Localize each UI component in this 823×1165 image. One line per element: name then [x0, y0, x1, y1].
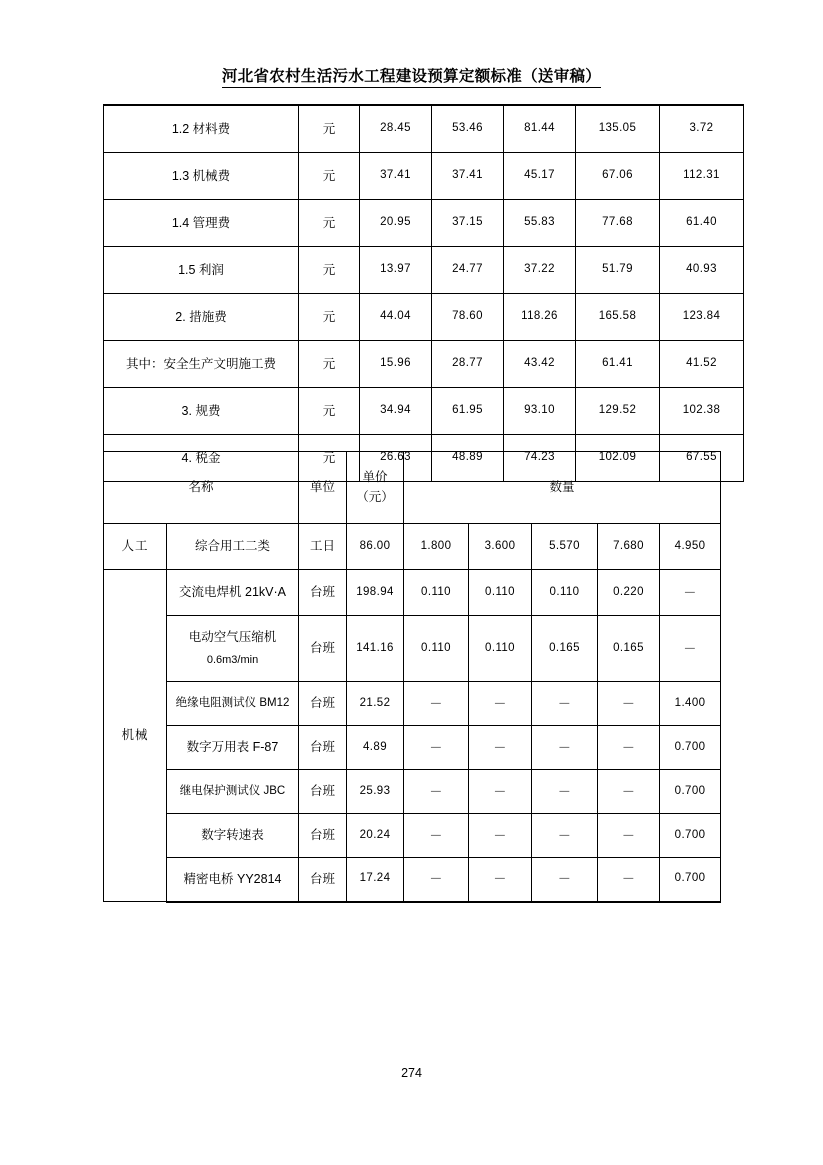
cost-table-body [104, 105, 744, 482]
resource-unit-price: 20.24 [347, 814, 404, 858]
row-value: 81.44 [504, 105, 576, 153]
row-value: 20.95 [360, 200, 432, 247]
row-value: 112.31 [660, 153, 744, 200]
resource-unit: 工日 [299, 524, 347, 570]
row-value: 93.10 [504, 388, 576, 435]
column-header-quantity: 数量 [404, 452, 721, 524]
resource-qty: － [404, 814, 469, 858]
resource-qty: － [598, 682, 660, 726]
group-label-machinery: 机械 [104, 570, 167, 902]
row-label: 1.2 材料费 [104, 105, 299, 153]
table-row [104, 341, 744, 388]
table-row [104, 200, 744, 247]
resource-name [167, 616, 299, 682]
resource-unit-price: 25.93 [347, 770, 404, 814]
table-row [104, 726, 721, 770]
table-row [104, 388, 744, 435]
resource-unit: 台班 [299, 726, 347, 770]
row-value: 44.04 [360, 294, 432, 341]
resource-qty: 1.400 [660, 682, 721, 726]
resource-qty: － [660, 570, 721, 616]
row-value: 78.60 [432, 294, 504, 341]
resource-qty: 4.950 [660, 524, 721, 570]
resource-unit: 台班 [299, 770, 347, 814]
table-row [104, 858, 721, 902]
page-title-text: 河北省农村生活污水工程建设预算定额标准（送审稿） [222, 68, 601, 88]
row-value: 102.09 [576, 435, 660, 482]
table-row [104, 247, 744, 294]
row-value: 26.63 [360, 435, 432, 482]
row-label: 1.4 管理费 [104, 200, 299, 247]
resource-qty: － [469, 726, 532, 770]
row-value: 37.41 [360, 153, 432, 200]
row-value: 61.41 [576, 341, 660, 388]
row-value: 13.97 [360, 247, 432, 294]
resource-qty: 0.110 [532, 570, 598, 616]
row-value: 129.52 [576, 388, 660, 435]
page-title [0, 64, 823, 86]
row-value: 102.38 [660, 388, 744, 435]
resource-unit: 台班 [299, 682, 347, 726]
row-label: 3. 规费 [104, 388, 299, 435]
unit-price-line-1: 单价 [362, 470, 388, 485]
row-unit: 元 [299, 105, 360, 153]
table-row [104, 570, 721, 616]
resource-unit-price: 4.89 [347, 726, 404, 770]
row-unit: 元 [299, 153, 360, 200]
row-value: 77.68 [576, 200, 660, 247]
column-header-name: 名称 [104, 452, 299, 524]
row-value: 123.84 [660, 294, 744, 341]
resource-name: 继电保护测试仪 JBC [167, 770, 299, 814]
row-value: 37.15 [432, 200, 504, 247]
row-value: 43.42 [504, 341, 576, 388]
page-number: 274 [401, 1066, 422, 1080]
row-label: 其中：安全生产文明施工费 [104, 341, 299, 388]
resource-qty: 0.700 [660, 814, 721, 858]
resource-name: 数字万用表 F-87 [167, 726, 299, 770]
row-unit: 元 [299, 294, 360, 341]
row-value: 41.52 [660, 341, 744, 388]
resource-qty: － [404, 682, 469, 726]
resource-qty: 0.700 [660, 858, 721, 902]
row-value: 37.41 [432, 153, 504, 200]
row-value: 55.83 [504, 200, 576, 247]
table-row [104, 616, 721, 682]
resource-qty: 0.110 [404, 570, 469, 616]
row-value: 45.17 [504, 153, 576, 200]
row-unit: 元 [299, 200, 360, 247]
row-value: 135.05 [576, 105, 660, 153]
resource-unit: 台班 [299, 858, 347, 902]
resource-qty: － [598, 814, 660, 858]
row-unit: 元 [299, 388, 360, 435]
row-value: 34.94 [360, 388, 432, 435]
resource-qty: 0.165 [598, 616, 660, 682]
row-value: 61.40 [660, 200, 744, 247]
resource-unit-price: 17.24 [347, 858, 404, 902]
row-value: 51.79 [576, 247, 660, 294]
row-value: 40.93 [660, 247, 744, 294]
row-value: 118.26 [504, 294, 576, 341]
row-value: 48.89 [432, 435, 504, 482]
column-header-unit: 单位 [299, 452, 347, 524]
row-value: 3.72 [660, 105, 744, 153]
row-value: 61.95 [432, 388, 504, 435]
resource-qty: 3.600 [469, 524, 532, 570]
row-value: 37.22 [504, 247, 576, 294]
table-row [104, 294, 744, 341]
row-value: 28.77 [432, 341, 504, 388]
resource-qty: － [404, 770, 469, 814]
table-row [104, 682, 721, 726]
group-label-labor: 人工 [104, 524, 167, 570]
row-value: 28.45 [360, 105, 432, 153]
row-value: 15.96 [360, 341, 432, 388]
resource-name-line-2: 0.6m3/min [206, 653, 259, 666]
resource-unit-price: 141.16 [347, 616, 404, 682]
row-label: 1.3 机械费 [104, 153, 299, 200]
resource-qty: 0.220 [598, 570, 660, 616]
resource-unit: 台班 [299, 616, 347, 682]
row-value: 165.58 [576, 294, 660, 341]
row-value: 24.77 [432, 247, 504, 294]
resource-qty: － [598, 858, 660, 902]
resource-qty: － [598, 726, 660, 770]
resource-qty: 0.110 [469, 616, 532, 682]
row-label: 1.5 利润 [104, 247, 299, 294]
cost-breakdown-table [103, 104, 744, 482]
resource-qty: － [404, 858, 469, 902]
resource-qty: － [469, 814, 532, 858]
resource-consumption-table [103, 451, 721, 903]
column-header-unit-price [347, 452, 404, 524]
resource-qty: 0.110 [404, 616, 469, 682]
table-header-row [104, 452, 721, 524]
resource-qty: － [532, 682, 598, 726]
resource-unit: 台班 [299, 570, 347, 616]
resource-qty: － [469, 858, 532, 902]
resource-qty: 0.700 [660, 770, 721, 814]
resource-qty: 0.165 [532, 616, 598, 682]
resource-qty: － [532, 726, 598, 770]
row-value: 53.46 [432, 105, 504, 153]
row-value: 67.55 [660, 435, 744, 482]
table-row [104, 153, 744, 200]
resource-qty: － [469, 682, 532, 726]
row-label: 2. 措施费 [104, 294, 299, 341]
resource-qty: 1.800 [404, 524, 469, 570]
resource-qty: － [404, 726, 469, 770]
row-unit: 元 [299, 341, 360, 388]
resource-qty: 7.680 [598, 524, 660, 570]
resource-qty: － [469, 770, 532, 814]
resource-unit-price: 198.94 [347, 570, 404, 616]
resource-name: 数字转速表 [167, 814, 299, 858]
resource-qty: 0.110 [469, 570, 532, 616]
resource-qty: － [532, 770, 598, 814]
resource-qty: － [532, 814, 598, 858]
table-row [104, 524, 721, 570]
resource-table-body [104, 452, 721, 902]
table-row [104, 770, 721, 814]
row-value: 67.06 [576, 153, 660, 200]
row-unit: 元 [299, 435, 360, 482]
resource-qty: 5.570 [532, 524, 598, 570]
resource-qty: － [598, 770, 660, 814]
resource-qty: － [532, 858, 598, 902]
row-unit: 元 [299, 247, 360, 294]
table-row [104, 814, 721, 858]
unit-price-line-2: （元） [356, 489, 394, 504]
row-label: 4. 税金 [104, 435, 299, 482]
resource-name-line-1: 电动空气压缩机 [188, 630, 277, 645]
resource-unit-price: 21.52 [347, 682, 404, 726]
resource-unit-price: 86.00 [347, 524, 404, 570]
table-row [104, 105, 744, 153]
resource-name: 交流电焊机 21kV·A [167, 570, 299, 616]
resource-name: 绝缘电阻测试仪 BM12 [167, 682, 299, 726]
row-value: 74.23 [504, 435, 576, 482]
resource-qty: 0.700 [660, 726, 721, 770]
resource-unit: 台班 [299, 814, 347, 858]
resource-qty: － [660, 616, 721, 682]
resource-name: 精密电桥 YY2814 [167, 858, 299, 902]
resource-name: 综合用工二类 [167, 524, 299, 570]
